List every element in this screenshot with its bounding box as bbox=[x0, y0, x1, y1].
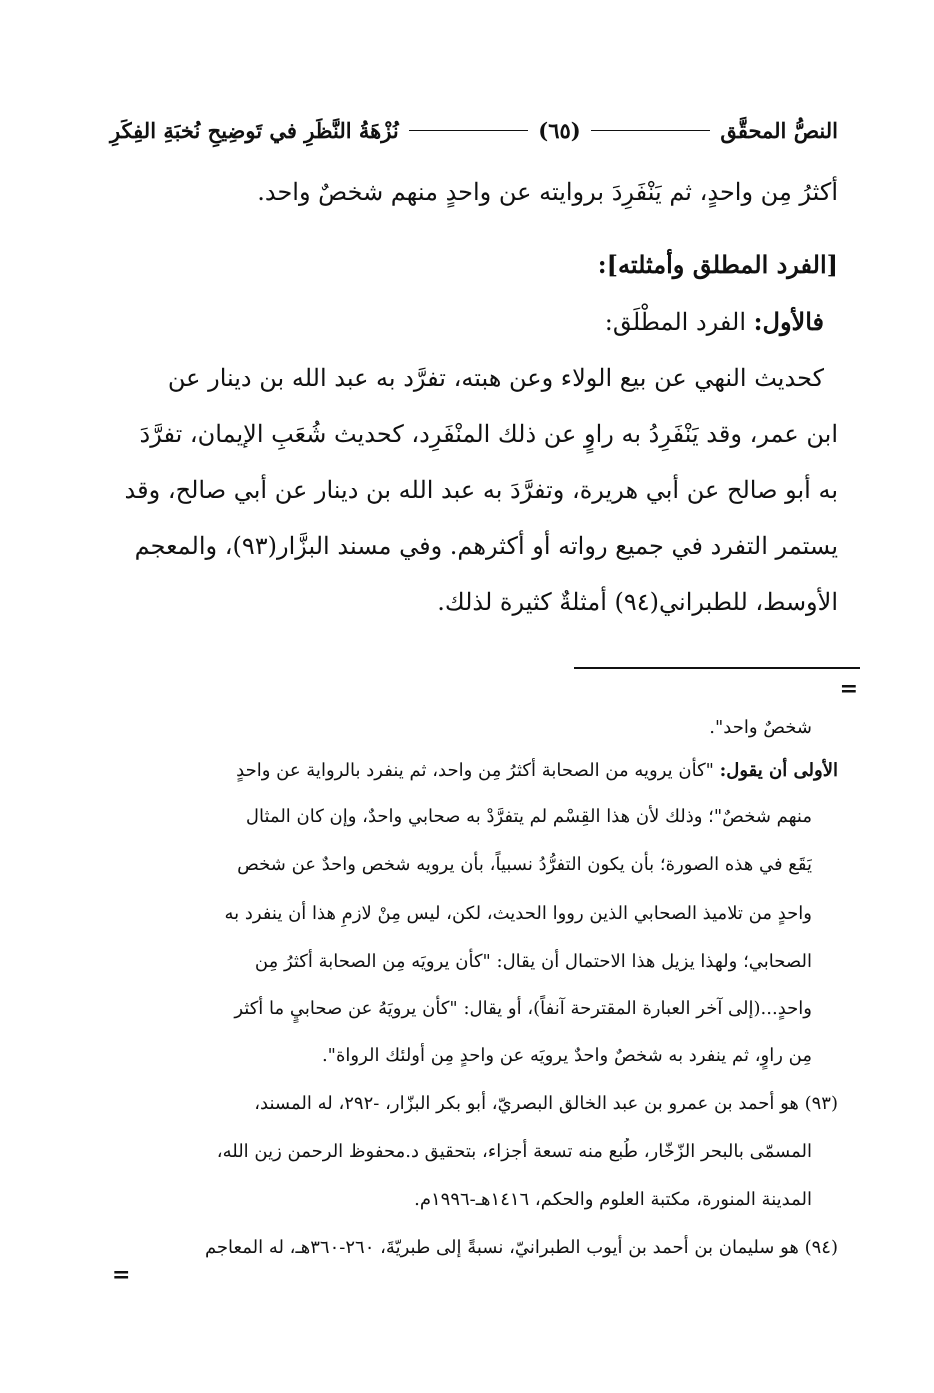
paragraph-line: ابن عمر، وقد يَنْفَرِدُ به راوٍ عن ذلك المنْفَرِد، كحديث شُعَبِ الإيمان، تفرَّدَ bbox=[139, 420, 838, 448]
header-section-title: النصُّ المحقَّق bbox=[720, 117, 838, 143]
page-number: (٦٥) bbox=[538, 117, 581, 143]
section-heading: [الفرد المطلق وأمثلته]: bbox=[597, 250, 838, 279]
footnote-line: المدينة المنورة، مكتبة العلوم والحكم، ١٤١٦هـ-١٩٩٦م. bbox=[414, 1189, 812, 1210]
footnote-line: شخصٌ واحد". bbox=[709, 717, 812, 738]
header-book-title: نُزْهَةُ النَّظَرِ في تَوضِيحِ نُخبَةِ الفِكَرِ bbox=[109, 117, 399, 143]
footnote-line: المسمّى بالبحر الزّخّار، طُبع منه تسعة أجزاء، بتحقيق د.محفوظ الرحمن زين الله، bbox=[216, 1141, 812, 1162]
header-rule-right bbox=[591, 130, 711, 131]
footnote-lead: الأولى أن يقول: bbox=[719, 760, 838, 781]
intro-line: أكثرُ مِن واحدٍ، ثم يَنْفَرِدَ بروايته عن واحدٍ منهم شخصٌ واحد. bbox=[257, 178, 838, 206]
footnote-separator bbox=[574, 667, 860, 669]
footnote-line: واحدٍ...(إلى آخر العبارة المقترحة آنفاً)، أو يقال: "كأن يرويَهُ عن صحابيٍ ما أكثر bbox=[234, 998, 812, 1019]
footnote-line: الصحابي؛ ولهذا يزيل هذا الاحتمال أن يقال: "كأن يرويَه مِن الصحابة أكثرُ مِن bbox=[254, 951, 812, 972]
footnote-line: واحدٍ من تلاميذ الصحابي الذين رووا الحديث، لكن، ليس مِنْ لازمِ هذا أن ينفرد به bbox=[224, 903, 812, 924]
header-rule-left bbox=[409, 130, 529, 131]
footnote-line: مِن راوٍ، ثم ينفرد به شخصٌ واحدٌ يرويَه عن واحدٍ مِن أولئك الرواة". bbox=[321, 1045, 812, 1066]
subheading-text: الفرد المطْلَق: bbox=[604, 308, 754, 336]
footnote-line: يَقَع في هذه الصورة؛ بأن يكون التفرُّدُ نسبياً، بأن يرويه شخص واحدٌ عن شخص bbox=[237, 854, 812, 875]
paragraph-line: به أبو صالح عن أبي هريرة، وتفرَّدَ به عبد الله بن دينار عن أبي صالح، وقد bbox=[124, 476, 838, 504]
paragraph-line: يستمر التفرد في جميع رواته أو أكثرهم. وفي مسند البزَّار(٩٣)، والمعجم bbox=[134, 532, 838, 560]
subheading-label: فالأول: bbox=[753, 307, 824, 336]
footnote-line: (٩٤) هو سليمان بن أحمد بن أيوب الطبرانيّ، نسبةً إلى طبريّةَ، ٢٦٠-٣٦٠هـ، له المعاجم bbox=[204, 1237, 838, 1258]
subheading bbox=[80, 302, 824, 342]
paragraph-line: كحديث النهي عن بيع الولاء وعن هبته، تفرَّد به عبد الله بن دينار عن bbox=[167, 364, 824, 392]
footnote-line: منهم شخصٌ"؛ وذلك لأن هذا القِسْم لم يتفرَّدْ به صحابي واحدٌ، وإن كان المثال bbox=[245, 806, 812, 827]
running-header bbox=[110, 112, 838, 148]
paragraph-line: الأوسط، للطبراني(٩٤) أمثلةٌ كثيرة لذلك. bbox=[437, 588, 838, 616]
footnote-continuation-mark: = bbox=[112, 1262, 131, 1288]
footnote-continuation-mark: = bbox=[839, 676, 858, 702]
footnote-line: (٩٣) هو أحمد بن عمرو بن عبد الخالق البصريّ، أبو بكر البزّار، -٢٩٢، له المسند، bbox=[254, 1093, 838, 1114]
footnote-line: الأولى أن يقول: "كأن يرويه من الصحابة أكثرُ مِن واحد، ثم ينفرد بالرواية عن واحدٍ bbox=[236, 760, 838, 781]
